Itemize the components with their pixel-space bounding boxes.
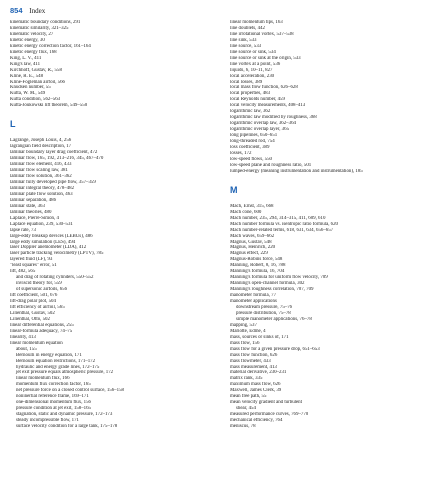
index-entry: liquids, 6, 10–11, 827 [230, 67, 273, 73]
index-entry: laminar flow solution, 361–362 [10, 174, 72, 180]
index-entry: laminar separation, 486 [10, 197, 57, 203]
index-entry: Mariotte, Edme, 4 [230, 328, 266, 334]
index-subentry: simple manometer applications, 76–78 [236, 316, 312, 322]
index-entry: meniscus, 78 [230, 424, 256, 430]
index-subentry: momentum flux correction factor, 165 [16, 382, 91, 388]
page-header [10, 6, 45, 15]
index-subentry: stagnation, static and dynamic pressure, 172–173 [16, 412, 113, 418]
page-title: Index [29, 7, 46, 15]
index-entry: Magnus, Gustav, 548 [230, 239, 272, 245]
index-entry: layered fluid (LF), 93 [10, 257, 53, 263]
index-entry: line vortex at a point, 536 [230, 61, 281, 67]
index-entry: kinetic energy flux, 168 [10, 49, 57, 55]
index-subentry: about, 155 [16, 346, 37, 352]
index-subentry: surface velocity condition for a large tank, 175–178 [16, 424, 118, 430]
index-entry: local properties, 483 [230, 91, 271, 97]
index-subentry: inviscid theory for, 559 [16, 281, 62, 287]
index-entry: King, L. V., 411 [10, 55, 42, 61]
index-entry: laminar plate flow solution, 463 [10, 191, 73, 197]
index-subentry: downstream pressure, 75–76 [236, 304, 293, 310]
index-entry: long pipelines, 650–651 [230, 133, 278, 139]
index-subentry: Bernoulli in energy equation, 171 [16, 352, 82, 358]
index-entry: low-speed flows, 550 [230, 156, 272, 162]
index-entry: lift efficiency of airfoil, 565 [10, 304, 65, 310]
index-subentry: jet exit pressure equals atmospheric pressure, 172 [16, 370, 114, 376]
left-column [10, 20, 195, 430]
index-entry: line irrotational vortex, 537–538 [230, 31, 294, 37]
index-entry: local acceleration, 230 [230, 73, 275, 79]
index-entry: Mach number formula vs. isentropic ratio formula, 620 [230, 221, 338, 227]
index-entry: Kutta-Joukowski lift theorem, 549–550 [10, 103, 88, 109]
index-entry: laminar flow element, 416, 433 [10, 162, 72, 168]
index-entry: laser particle tracking velocimetry (LPTV), 785 [10, 251, 104, 257]
index-entry: long-threaded rod, 754 [230, 139, 275, 145]
index-entry: Manning, Robert, 8, 16, 788 [230, 263, 286, 269]
index-entry: lagrangian field description, 17 [10, 144, 72, 150]
spacer [230, 175, 415, 178]
index-entry: mass flow, 156 [230, 340, 260, 346]
index-entry: kinematic boundary conditions, 291 [10, 20, 81, 25]
index-entry: Manning's formula, 16, 704 [230, 269, 285, 275]
index-entry: Kirchhoff, Gustav, R., 558 [10, 67, 62, 73]
index-entry: losses, 172 [230, 150, 252, 156]
index-entry: maximum mass flow, 626 [230, 382, 281, 388]
index-entry: Magnus, Heinrich, 220 [230, 245, 276, 251]
index-entry: Laplace equation, 239, 530–531 [10, 221, 73, 227]
index-subentry: noninertial reference frame, 169–171 [16, 394, 89, 400]
index-entry: local velocity measurements, 408–413 [230, 103, 306, 109]
index-entry: manometer applications [230, 299, 277, 305]
section-letter: M [230, 184, 238, 195]
index-entry: Manning's roughness correlation, 707, 709 [230, 287, 314, 293]
index-subentry: net pressure force on a closed control surface, 156–158 [16, 388, 124, 394]
index-entry: local mass flow function, 626–628 [230, 85, 298, 91]
index-subentry: pressure distribution, 75–78 [236, 310, 291, 316]
index-entry: laminar flow, 165, 192, 213–216, 345, 467–470 [10, 156, 104, 162]
index-entry: mean free path, 55 [230, 394, 267, 400]
index-entry: Mach number, 235, 294, 314–315, 411, 609, 610 [230, 215, 326, 221]
index-entry: laminar boundary layer drag coefficient, 472 [10, 150, 98, 156]
index-entry: local losses, 389 [230, 79, 263, 85]
index-entry: mass flow function, 626 [230, 352, 278, 358]
index-entry: loss coefficient, 389 [230, 145, 270, 151]
index-entry: linearity, 413 [10, 334, 36, 340]
index-entry: mass, sources or sinks of, 171 [230, 334, 289, 340]
index-entry: Lagrange, Joseph Louis, 4, 256 [10, 138, 72, 144]
index-entry: linear differential equations, 255 [10, 322, 74, 328]
index-subentry: linear momentum flux, 166 [16, 376, 70, 382]
index-entry: Manning's formula for uniform flow velocity, 709 [230, 275, 328, 281]
index-entry: laminar flow scaling law, 381 [10, 168, 68, 174]
index-entry: mapping, 537 [230, 322, 257, 328]
index-entry: Mach, Ernst, 315, 668 [230, 203, 274, 209]
index-entry: lapse rate, 73 [10, 227, 36, 233]
index-entry: measured performance curves, 769–770 [230, 412, 309, 418]
index-entry: laminar state, 363 [10, 203, 45, 209]
index-entry: low-speed plane and roughness ratio, 501 [230, 162, 312, 168]
index-entry: lift, 482, 565 [10, 269, 36, 275]
index-entry: linear momentum equation [10, 340, 63, 346]
index-entry: Kutta condition, 562–563 [10, 97, 61, 103]
index-entry: Lilienthal, Otto, 502 [10, 316, 50, 322]
index-subentry: one-dimensional momentum flux, 156 [16, 400, 91, 406]
index-entry: Maxwell, James Clerk, 39 [230, 388, 282, 394]
index-entry: Mach cone, 600 [230, 209, 262, 215]
index-entry: laminar integral theory, 478–482 [10, 185, 75, 191]
index-entry: King's law, 411 [10, 61, 41, 67]
index-entry: Magnus effect, 229 [230, 251, 268, 257]
index-entry: logarithmic law modified by roughness, 368 [230, 115, 317, 121]
index-entry: Mach number-related terms, 618, 631, 634, 656–657 [230, 227, 334, 233]
index-entry: lift-drag polar plot, 504 [10, 299, 56, 305]
page-number: 854 [10, 6, 23, 15]
index-entry: mass measurement, 413 [230, 364, 277, 370]
index-entry: Lilienthal, Gustav, 502 [10, 310, 55, 316]
index-subentry: hydraulic and energy grade lines, 172–175 [16, 364, 100, 370]
index-entry: material derivative, 230–231 [230, 370, 287, 376]
index-entry: kinetic energy, 30 [10, 37, 45, 43]
right-column [230, 20, 415, 430]
index-entry: matrix rank, 335 [230, 376, 263, 382]
index-entry: kinetic energy correction factor, 161–164 [10, 43, 91, 49]
index-entry: Laplace, Pierre-Simon, 4 [10, 215, 59, 221]
index-entry: laminar fully developed pipe flow, 357–359 [10, 179, 96, 185]
index-entry: lumped-energy (meaning instrumentation and instrumentation), 185 [230, 168, 363, 174]
index-entry: mean velocity gradient and turbulent [230, 400, 302, 406]
index-entry: large eddy simulation (LES), 494 [10, 239, 76, 245]
index-entry: laser Doppler anemometer (LDA), 412 [10, 245, 87, 251]
index-entry: manometer formula, 77 [230, 293, 277, 299]
index-entry: local Reynolds number, 459 [230, 97, 285, 103]
index-entry: mechanical efficiency, 764 [230, 418, 283, 424]
index-entry: Knudsen number, 55 [10, 85, 51, 91]
index-subentry: and drag of rotating cylinders, 550–552 [16, 275, 94, 281]
index-entry: "least squares" error, 51 [10, 263, 57, 269]
index-entry: kinematic velocity, 27 [10, 31, 54, 37]
spacer [10, 109, 195, 112]
index-entry: logarithmic law, 362 [230, 109, 271, 115]
index-entry: mass flowmeter, 433 [230, 358, 271, 364]
index-entry: line source or sink, 534 [230, 49, 276, 55]
index-subentry: pressure condition at jet exit, 158–165 [16, 406, 91, 412]
index-entry: Mach waves, 659–662 [230, 233, 275, 239]
index-entry: kinematic similarity, 321–325 [10, 25, 69, 31]
index-subentry: shear, 454 [236, 406, 256, 412]
index-entry: Manning's open-channel formula, 302 [230, 281, 305, 287]
index-entry: logarithmic overlap layer, 365 [230, 127, 290, 133]
index-entry: Magnus-Robins force, 548 [230, 257, 283, 263]
index-entry: line source, 533 [230, 43, 262, 49]
index-entry: mass flow for a given pressure drop, 651–653 [230, 346, 320, 352]
index-subentry: steady incompressible flow, 171 [16, 418, 79, 424]
index-entry: Kline, R. E., 548 [10, 73, 44, 79]
index-entry: large-eddy breakup devices (LEBUs), 486 [10, 233, 93, 239]
index-entry: Kline-Fogleman airfoil, 566 [10, 79, 66, 85]
section-letter: L [10, 119, 16, 130]
index-entry: linear momentum tips, 163 [230, 20, 283, 25]
index-entry: line source or sink at the origin, 533 [230, 55, 301, 61]
index-entry: lift coefficient, 501, 676 [10, 293, 58, 299]
index-entry: line doublets, 442 [230, 25, 265, 31]
index-subentry: of supersonic airfoils, 656 [16, 287, 68, 293]
index-entry: linear-formula adequacy, 74–75 [10, 328, 73, 334]
index-subentry: Bernoulli equation restrictions, 171–172 [16, 358, 96, 364]
index-entry: laminar theories, 480 [10, 209, 52, 215]
index-entry: line sink, 533 [230, 37, 257, 43]
index-entry: Kutta, W. M., 549 [10, 91, 46, 97]
index-entry: logarithmic overlap law, 362–364 [230, 121, 296, 127]
